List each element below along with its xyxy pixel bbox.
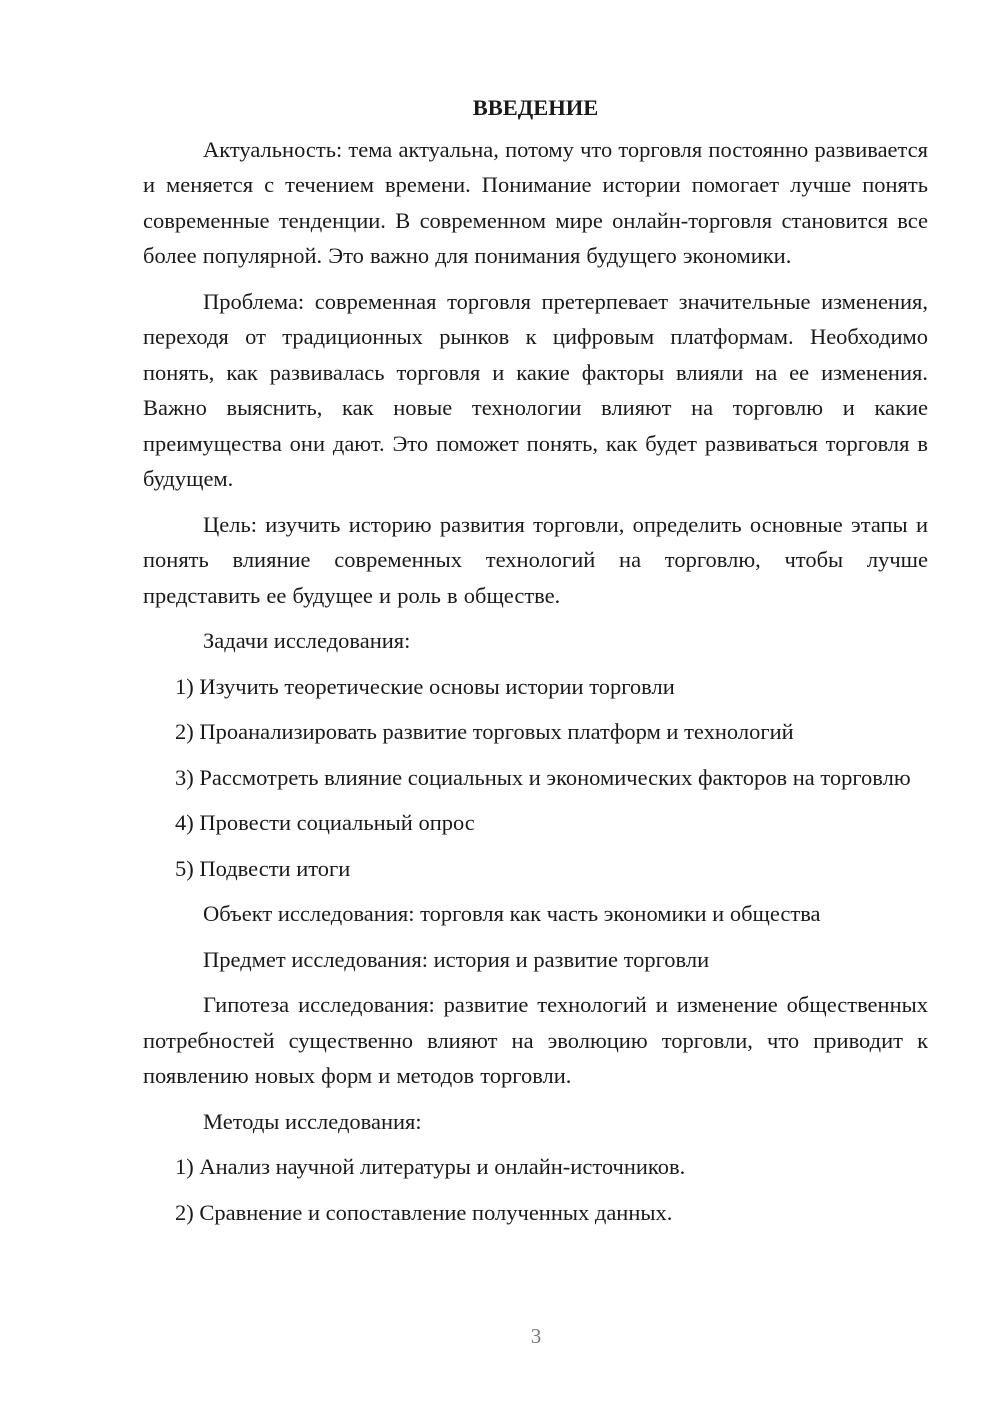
goal-paragraph: Цель: изучить историю развития торговли, определить основные этапы и понять влияние современных технологий на торговлю, чтобы лучше представить ее будущее и роль в обществе. <box>143 511 928 608</box>
section-title: ВВЕДЕНИЕ <box>472 95 599 120</box>
problem-paragraph: Проблема: современная торговля претерпевает значительные изменения, переходя от традиционных рынков к цифровым платформам. Необходимо понять, как развивалась торговля и какие факторы влияли на ее изменения. Важно выяснить, как новые технологии влияют на торговлю и какие преимущества они дают. Это поможет понять, как будет развиваться торговля в будущем. <box>143 288 928 491</box>
task-item: 3) Рассмотреть влияние социальных и экономических факторов на торговлю <box>175 764 911 790</box>
task-item: 5) Подвести итоги <box>175 855 351 881</box>
task-item: 4) Провести социальный опрос <box>175 810 475 835</box>
relevance-paragraph: Актуальность: тема актуальна, потому что торговля постоянно развивается и меняется с течением времени. Понимание истории помогает лучше понять современные тенденции. В современном мире онлайн-торговля становится все более популярной. Это важно для понимания будущего экономики. <box>143 136 928 268</box>
method-item: 2) Сравнение и сопоставление полученных данных. <box>175 1199 673 1225</box>
task-item: 2) Проанализировать развитие торговых платформ и технологий <box>175 719 794 744</box>
page-number: 3 <box>530 1324 542 1348</box>
subject-paragraph: Предмет исследования: история и развитие торговли <box>203 946 710 972</box>
task-item: 1) Изучить теоретические основы истории торговли <box>175 673 675 699</box>
methods-heading: Методы исследования: <box>203 1108 422 1134</box>
hypothesis-paragraph: Гипотеза исследования: развитие технологий и изменение общественных потребностей существенно влияют на эволюцию торговли, что приводит к появлению новых форм и методов торговли. <box>143 992 928 1088</box>
object-paragraph: Объект исследования: торговля как часть экономики и общества <box>203 901 821 926</box>
document-page <box>143 90 928 1240</box>
tasks-heading: Задачи исследования: <box>203 628 411 653</box>
method-item: 1) Анализ научной литературы и онлайн-источников. <box>175 1154 686 1179</box>
